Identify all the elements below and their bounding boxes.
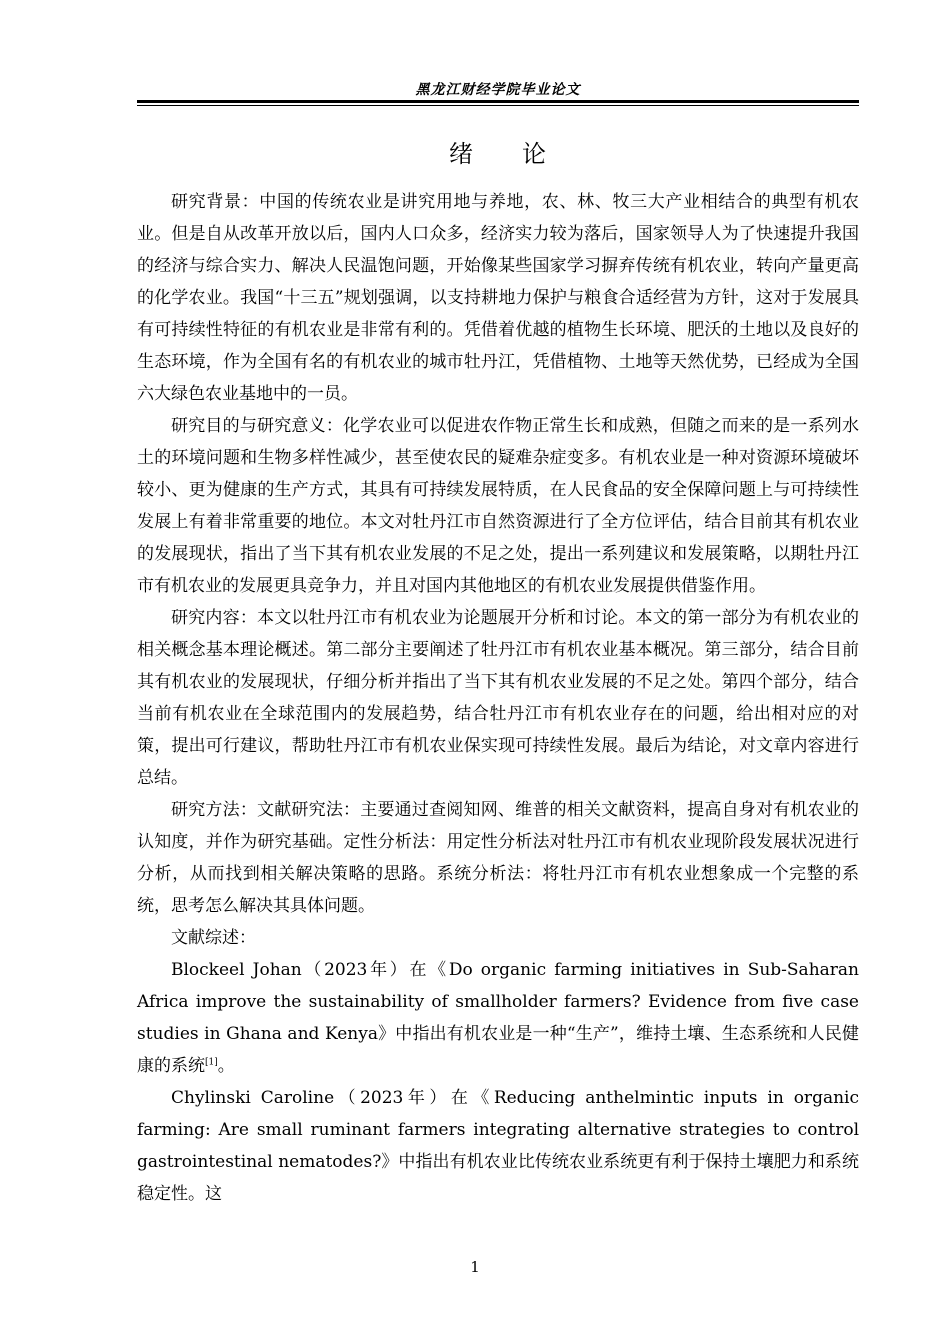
paragraph-content: 研究内容：本文以牡丹江市有机农业为论题展开分析和讨论。本文的第一部分为有机农业的相关概念基本理论概述。第二部分主要阐述了牡丹江市有机农业基本概况。第三部分，结合目前其有机农业的发展现状，仔细分析并指出了当下其有机农业发展的不足之处。第四个部分，结合当前有机农业在全球范围内的发展趋势，结合牡丹江市有机农业存在的问题，给出相对应的对策，提出可行建议，帮助牡丹江市有机农业保实现可持续性发展。最后为结论，对文章内容进行总结。 [137,608,859,788]
body-text [137,186,859,1210]
paragraph-background: 研究背景：中国的传统农业是讲究用地与养地，农、林、牧三大产业相结合的典型有机农业。但是自从改革开放以后，国内人口众多，经济实力较为落后，国家领导人为了快速提升我国的经济与综合实力、解决人民温饱问题，开始像某些国家学习摒弃传统有机农业，转向产量更高的化学农业。我国“十三五”规划强调，以支持耕地力保护与粮食合适经营为方针，这对于发展具有可持续性特征的有机农业是非常有利的。凭借着优越的植物生长环境、肥沃的土地以及良好的生态环境，作为全国有名的有机农业的城市牡丹江，凭借植物、土地等天然优势，已经成为全国六大绿色农业基地中的一员。 [137,192,859,404]
paragraph-review-heading: 文献综述： [171,928,256,948]
review-item-1 [137,954,859,1082]
review-item-1-text: Blockeel Johan（2023年）在《Do organic farming initiatives in Sub-Saharan Africa improve the sustainability of smallholder farmers? Evidence from five case studies in Ghana and Kenya》中指出有机农业是一种“生产”，维持土壤、生态系统和人民健康的系统 [137,960,859,1076]
review-item-2: Chylinski Caroline（2023年）在《Reducing anthelmintic inputs in organic farming: Are small ruminant farmers integrating alternative strategies to control gastrointestinal nematodes?》中指出有机农业比传统农业系统更有利于保持土壤肥力和系统稳定性。这 [137,1088,859,1204]
section-title [137,134,859,169]
header-rule-thick [137,100,859,103]
section-title-part2: 论 [522,140,547,168]
page-number: 1 [470,1258,480,1276]
paragraph-methods: 研究方法：文献研究法：主要通过查阅知网、维普的相关文献资料，提高自身对有机农业的认知度，并作为研究基础。定性分析法：用定性分析法对牡丹江市有机农业现阶段发展状况进行分析，从而找到相关解决策略的思路。系统分析法：将牡丹江市有机农业想象成一个完整的系统，思考怎么解决其具体问题。 [137,800,859,916]
section-title-part1: 绪 [449,140,474,168]
citation-ref-1: [1] [205,1057,218,1068]
review-item-1-end: 。 [217,1056,235,1076]
running-header: 黑龙江财经学院毕业论文 [415,82,581,98]
header-rule-thin [137,105,859,106]
paragraph-purpose: 研究目的与研究意义：化学农业可以促进农作物正常生长和成熟，但随之而来的是一系列水土的环境问题和生物多样性减少，甚至使农民的疑难杂症变多。有机农业是一种对资源环境破坏较小、更为健康的生产方式，其具有可持续发展特质，在人民食品的安全保障问题上与可持续性发展上有着非常重要的地位。本文对牡丹江市自然资源进行了全方位评估，结合目前其有机农业的发展现状，指出了当下其有机农业发展的不足之处，提出一系列建议和发展策略，以期牡丹江市有机农业的发展更具竞争力，并且对国内其他地区的有机农业发展提供借鉴作用。 [137,416,859,596]
